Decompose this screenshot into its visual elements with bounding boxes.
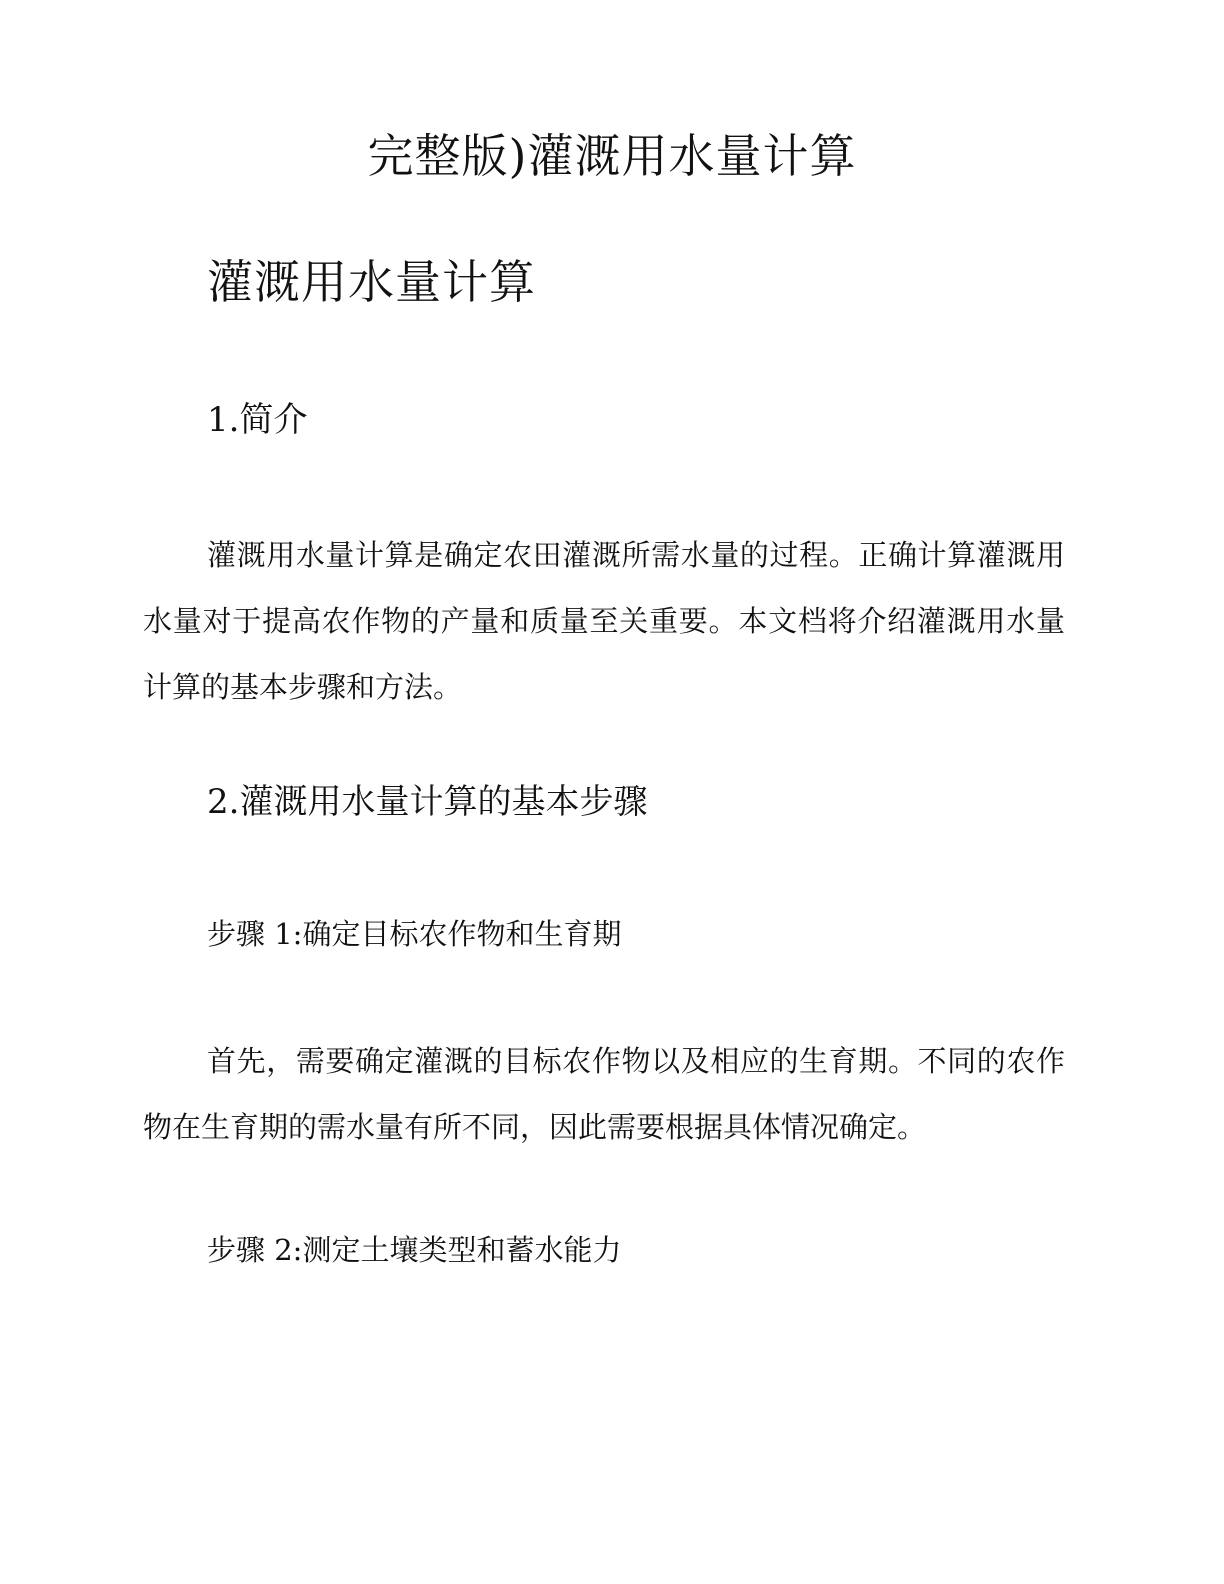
section-heading-intro: 1.简介 xyxy=(207,400,308,440)
step-heading-2: 步骤 2:测定土壤类型和蓄水能力 xyxy=(207,1233,622,1267)
step-1-paragraph: 首先，需要确定灌溉的目标农作物以及相应的生育期。不同的农作物在生育期的需水量有所不同，因此需要根据具体情况确定。 xyxy=(143,1044,1065,1144)
main-heading: 灌溉用水量计算 xyxy=(207,255,536,309)
intro-paragraph: 灌溉用水量计算是确定农田灌溉所需水量的过程。正确计算灌溉用水量对于提高农作物的产量和质量至关重要。本文档将介绍灌溉用水量计算的基本步骤和方法。 xyxy=(143,538,1065,704)
document-title: 完整版)灌溉用水量计算 xyxy=(367,129,857,183)
section-heading-steps: 2.灌溉用水量计算的基本步骤 xyxy=(207,782,648,822)
step-heading-1: 步骤 1:确定目标农作物和生育期 xyxy=(207,917,622,951)
